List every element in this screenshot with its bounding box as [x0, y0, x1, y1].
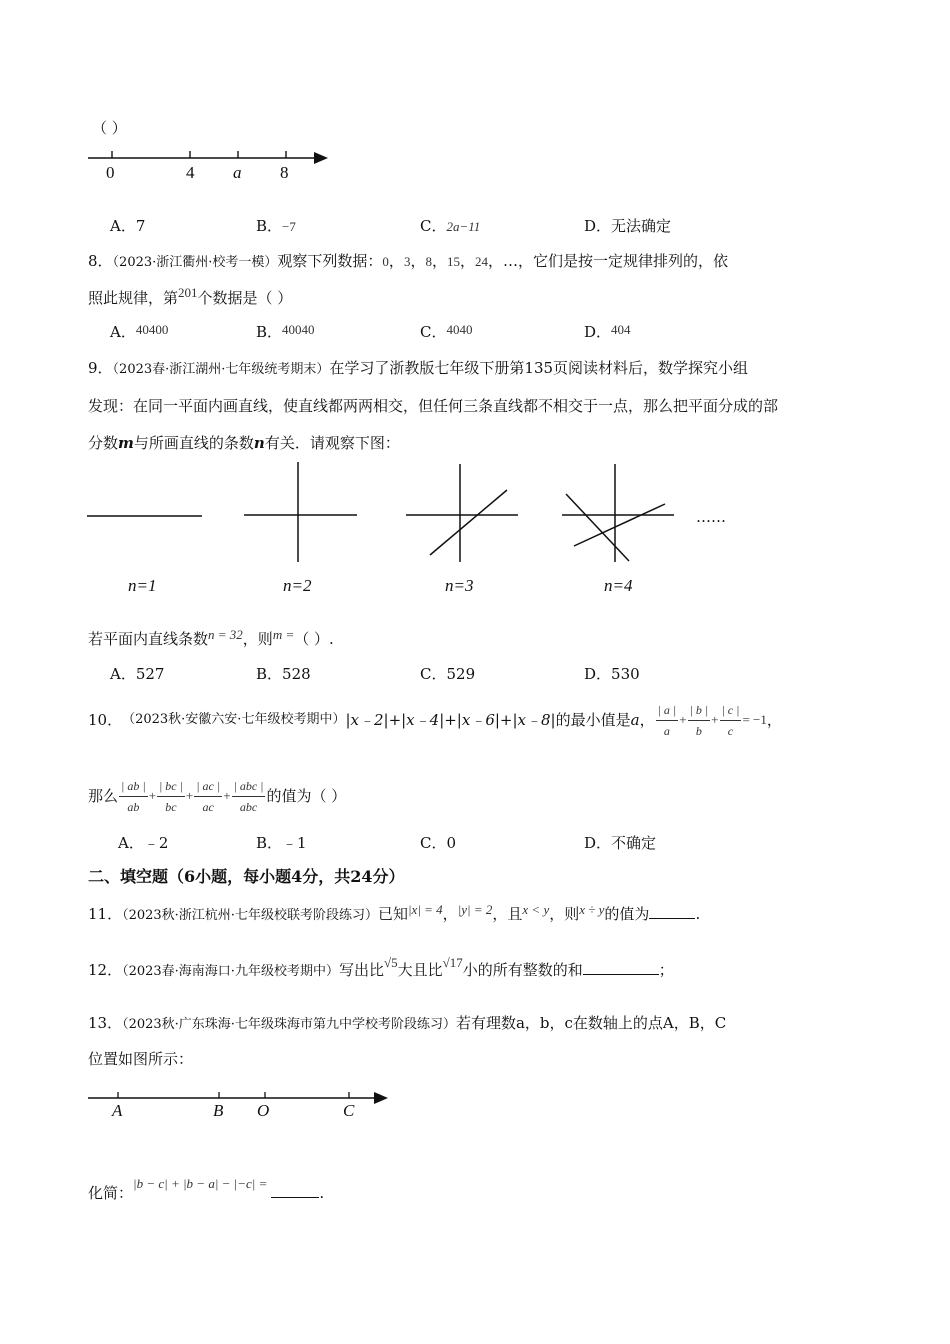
- q7-label-a: a: [233, 163, 242, 182]
- q9-option-b[interactable]: B．528: [256, 665, 311, 683]
- q9-line-3: 分数m与所画直线的条数n有关．请观察下图：: [88, 434, 400, 452]
- q10-cond-frac-c: $\frac{| c |}{c}$: [720, 700, 742, 741]
- q11-answer-blank[interactable]: [649, 904, 695, 919]
- q9-option-a[interactable]: A．527: [110, 665, 165, 683]
- q9-label-n3: n=3: [445, 576, 474, 595]
- q9-label-n4: n=4: [604, 576, 633, 595]
- q7-paren: （ ）: [92, 119, 127, 137]
- q13-line-1: 13．（2023秋·广东珠海·七年级珠海市第九中学校考阶段练习）若有理数a，b，c在数轴上的点A，B，C: [88, 1014, 727, 1032]
- q13-line-2: 位置如图所示：: [88, 1050, 194, 1068]
- q9-figures: [0, 458, 800, 568]
- q7-option-b[interactable]: B．−7: [256, 217, 296, 235]
- q12-answer-blank[interactable]: [583, 960, 659, 975]
- q7-label-0: 0: [106, 163, 115, 182]
- q10-expr-frac-bc: $\frac{| bc |}{bc}$: [157, 776, 185, 817]
- q9-line-2: 发现：在同一平面内画直线，使直线都两两相交，但任何三条直线都不相交于一点，那么把平面分成的部: [88, 397, 779, 415]
- q9-option-c[interactable]: C．529: [420, 665, 476, 683]
- q13-label-o: O: [257, 1101, 270, 1120]
- q10-expr-frac-ac: $\frac{| ac |}{ac}$: [194, 776, 222, 817]
- q10-cond-frac-b: $\frac{| b |}{b}$: [688, 700, 711, 741]
- q10-option-a[interactable]: A．﹣2: [118, 834, 169, 852]
- section-2-title: 二、填空题（6小题，每小题4分，共24分）: [88, 867, 405, 886]
- q13-axis-arrow: [374, 1092, 388, 1104]
- q13-simplify-line: 化简：|b − c| + |b − a| − |−c| =.: [88, 1176, 325, 1202]
- q13-label-c: C: [343, 1101, 355, 1120]
- q7-label-4: 4: [186, 163, 195, 182]
- q10-option-c[interactable]: C．0: [420, 834, 457, 852]
- q7-option-d[interactable]: D．无法确定: [584, 217, 672, 235]
- q10-cond-frac-a: $\frac{| a |}{a}$: [656, 700, 679, 741]
- q9-line-4: 若平面内直线条数n = 32，则m =（ ）.: [88, 627, 334, 648]
- q9-ellipsis: ……: [696, 508, 726, 526]
- q9-line-1: 9．（2023春·浙江湖州·七年级统考期末）在学习了浙教版七年级下册第135页阅读材料后，数学探究小组: [88, 359, 749, 377]
- q13-answer-blank[interactable]: [271, 1183, 319, 1198]
- fig4-d-line-1: [574, 504, 665, 546]
- q13-label-a: A: [112, 1101, 123, 1120]
- q7-option-a[interactable]: A．7: [110, 217, 146, 235]
- q8-option-b[interactable]: B．40040: [256, 322, 315, 341]
- q8-option-d[interactable]: D．404: [584, 322, 631, 341]
- q9-label-n2: n=2: [283, 576, 312, 595]
- q7-option-c[interactable]: C．2a−11: [420, 217, 481, 235]
- q10-option-b[interactable]: B．﹣1: [256, 834, 307, 852]
- q10-line-2: 那么 $\frac{| ab |}{ab}$ + $\frac{| bc |}{bc}$ + $\frac{| ac |}{ac}$ + $\frac{\text{| abc |}}{\text{abc}}$ 的值为（ ）: [88, 776, 346, 816]
- q7-number-line: [86, 146, 336, 186]
- q7-label-8: 8: [280, 163, 289, 182]
- q8-option-c[interactable]: C．4040: [420, 322, 473, 341]
- q10-line-1: 10． （2023秋·安徽六安·七年级校考期中） |x﹣2|+|x﹣4|+|x﹣6|+|x﹣8| 的最小值是 a ， $\frac{| a |}{a}$ + $\frac{| b |}{b}$ + $\frac{| c |}{c}$ = −1 ，: [88, 700, 782, 740]
- q7-axis-arrow: [314, 152, 328, 164]
- fig4-d-line-2: [566, 494, 629, 561]
- q9-option-d[interactable]: D．530: [584, 665, 640, 683]
- fig3-d-line: [430, 490, 507, 555]
- q10-option-d[interactable]: D．不确定: [584, 834, 657, 852]
- q12-line: 12．（2023春·海南海口·九年级校考期中）写出比√5大且比√17小的所有整数的和 ；: [88, 955, 674, 979]
- q11-line: 11．（2023秋·浙江杭州·七年级校联考阶段练习）已知|x| = 4，|y| = 2，且x < y，则x ÷ y的值为 .: [88, 902, 701, 923]
- q8-line-2: 照此规律，第201个数据是（ ）: [88, 285, 293, 307]
- q13-label-b: B: [213, 1101, 224, 1120]
- q10-expr-frac-abc: $\frac{\text{| abc |}}{\text{abc}}$: [232, 776, 266, 817]
- q10-expr-frac-ab: $\frac{| ab |}{ab}$: [119, 776, 148, 817]
- q8-line-1: 8．（2023·浙江衢州·校考一模）观察下列数据：0，3，8，15，24，…，它们是按一定规律排列的，依: [88, 252, 728, 270]
- q8-option-a[interactable]: A．40400: [110, 322, 169, 341]
- q9-label-n1: n=1: [128, 576, 157, 595]
